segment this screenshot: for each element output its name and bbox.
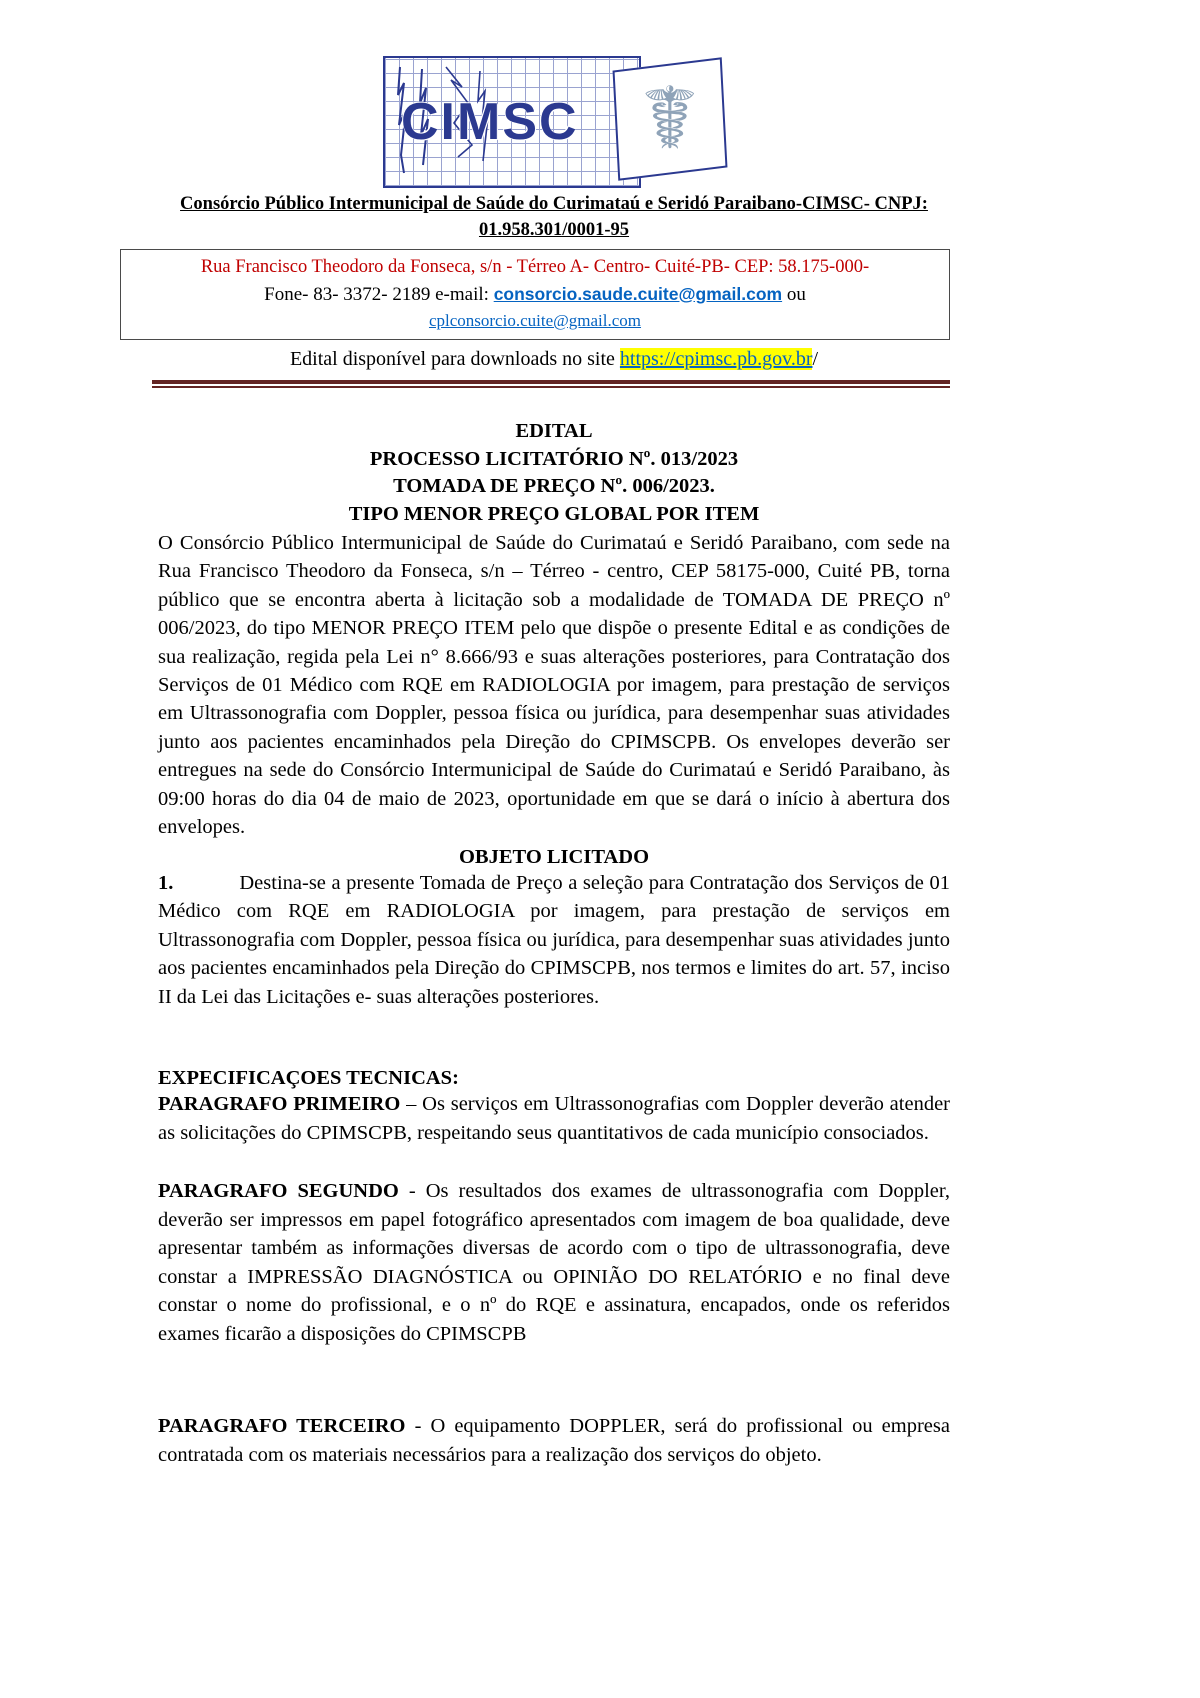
address-box <box>120 249 950 340</box>
caduceus-badge <box>613 57 728 181</box>
horizontal-rule <box>152 380 950 388</box>
tomada-title: TOMADA DE PREÇO Nº. 006/2023. <box>393 475 715 498</box>
secondary-email-line <box>131 309 939 333</box>
title-block <box>158 418 950 529</box>
secondary-email-link[interactable]: cplconsorcio.cuite@gmail.com <box>428 311 642 331</box>
paragrafo-primeiro-text: – Os serviços em Ultrassonografias com Doppler deverão atender as solicitações do CPIMSCPB, respeitando seus quantitativos de cada município consociados. <box>158 1093 950 1144</box>
edital-title: EDITAL <box>515 419 593 442</box>
objeto-heading: OBJETO LICITADO <box>458 845 650 868</box>
paragrafo-segundo <box>158 1177 950 1348</box>
logo-grid <box>383 56 641 188</box>
objeto-item-number: 1. <box>158 871 174 894</box>
cimsc-logo <box>383 56 725 184</box>
org-cnpj-line: 01.958.301/0001-95 <box>478 219 630 240</box>
paragrafo-terceiro-text: - O equipamento DOPPLER, será do profissional ou empresa contratada com os materiais necessários para a realização dos serviços do objeto. <box>158 1415 950 1466</box>
paragrafo-primeiro-label: PARAGRAFO PRIMEIRO <box>158 1093 401 1116</box>
logo-row <box>158 56 950 184</box>
especificacoes-heading: EXPECIFICAÇOES TECNICAS: <box>158 1067 459 1090</box>
objeto-item <box>158 869 950 1011</box>
caduceus-icon: ☤ <box>641 68 699 170</box>
intro-paragraph: O Consórcio Público Intermunicipal de Saúde do Curimataú e Seridó Paraibano, com sede na Rua Francisco Theodoro da Fonseca, s/n – Térreo - centro, CEP 58175-000, Cuité PB, torna público que se encontra aberta à licitação sob a modalidade de TOMADA DE PREÇO nº 006/2023, do tipo MENOR PREÇO ITEM pelo que dispõe o presente Edital e as condições de sua realização, regida pela Lei n° 8.666/93 e suas alterações posteriores, para Contratação dos Serviços de 01 Médico com RQE em RADIOLOGIA por imagem, para prestação de serviços em Ultrassonografia com Doppler, pessoa física ou jurídica, para desempenhar suas atividades junto aos pacientes encaminhados pela Direção do CPIMSCPB. Os envelopes deverão ser entregues na sede do Consórcio Intermunicipal de Saúde do Curimataú e Seridó Paraibano, às 09:00 horas do dia 04 de maio de 2023, oportunidade em que se dará o início à abertura dos envelopes. <box>158 531 950 839</box>
email-connector: ou <box>782 283 806 305</box>
download-text: Edital disponível para downloads no site <box>289 347 620 370</box>
primary-email-link[interactable]: consorcio.saude.cuite@gmail.com <box>493 283 783 304</box>
logo-wordmark: CIMSC <box>401 93 579 151</box>
paragrafo-terceiro <box>158 1412 950 1469</box>
objeto-item-text: Destina-se a presente Tomada de Preço a seleção para Contratação dos Serviços de 01 Médico com RQE em RADIOLOGIA por imagem, para prestação de serviços em Ultrassonografia com Doppler, pessoa física ou jurídica, para desempenhar suas atividades junto aos pacientes encaminhados pela Direção do CPIMSCPB, nos termos e limites do art. 57, inciso II da Lei das Licitações e- suas alterações posteriores. <box>158 871 950 1008</box>
download-line <box>158 346 950 372</box>
phone-text: Fone- 83- 3372- 2189 e-mail: <box>264 283 494 305</box>
download-suffix: / <box>812 347 819 370</box>
tipo-title: TIPO MENOR PREÇO GLOBAL POR ITEM <box>348 502 760 525</box>
site-link[interactable]: https://cpimsc.pb.gov.br <box>619 347 813 370</box>
processo-title: PROCESSO LICITATÓRIO Nº. 013/2023 <box>369 447 739 470</box>
paragrafo-terceiro-label: PARAGRAFO TERCEIRO <box>158 1415 406 1438</box>
address-line: Rua Francisco Theodoro da Fonseca, s/n - Térreo A- Centro- Cuité-PB- CEP: 58.175-000- <box>200 256 870 277</box>
org-name-line: Consórcio Público Intermunicipal de Saúde do Curimataú e Seridó Paraibano-CIMSC- CNPJ: <box>180 194 928 214</box>
paragrafo-segundo-text: - Os resultados dos exames de ultrassonografia com Doppler, deverão ser impressos em papel fotográfico apresentados com imagem de boa qualidade, deve apresentar também as informações diversas de acordo com o tipo de ultrassonografia, deve constar a IMPRESSÃO DIAGNÓSTICA ou OPINIÃO DO RELATÓRIO e no final deve constar o nome do profissional, e o nº do RQE e assinatura, encapados, onde os referidos exames ficarão a disposições do CPIMSCPB <box>158 1180 950 1345</box>
paragrafo-primeiro <box>158 1090 950 1147</box>
paragrafo-segundo-label: PARAGRAFO SEGUNDO <box>158 1180 399 1203</box>
phone-line <box>131 281 939 310</box>
